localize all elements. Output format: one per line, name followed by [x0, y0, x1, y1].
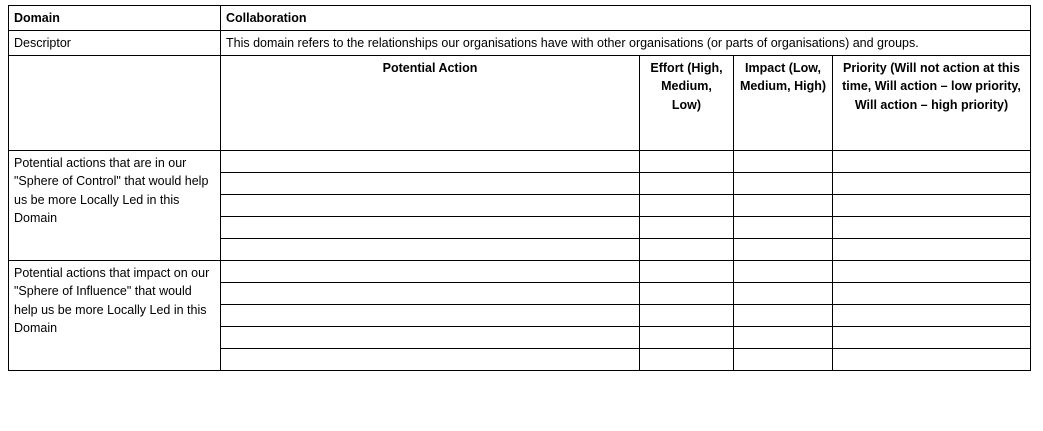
section-label-sphere-of-influence: Potential actions that impact on our "Sphere of Influence" that would help us be more Locally Led in this Domain [9, 261, 221, 371]
cell-effort[interactable] [640, 239, 734, 261]
cell-potential-action[interactable] [221, 261, 640, 283]
cell-impact[interactable] [734, 217, 833, 239]
cell-priority[interactable] [833, 261, 1031, 283]
column-header-priority: Priority (Will not action at this time, Will action – low priority, Will action – high priority) [833, 56, 1031, 151]
cell-potential-action[interactable] [221, 305, 640, 327]
cell-effort[interactable] [640, 305, 734, 327]
domain-value: Collaboration [221, 6, 1031, 31]
column-header-blank [9, 56, 221, 151]
cell-priority[interactable] [833, 151, 1031, 173]
cell-priority[interactable] [833, 239, 1031, 261]
column-header-effort: Effort (High, Medium, Low) [640, 56, 734, 151]
cell-potential-action[interactable] [221, 173, 640, 195]
cell-potential-action[interactable] [221, 239, 640, 261]
cell-effort[interactable] [640, 283, 734, 305]
cell-impact[interactable] [734, 283, 833, 305]
cell-potential-action[interactable] [221, 195, 640, 217]
cell-priority[interactable] [833, 349, 1031, 371]
cell-impact[interactable] [734, 151, 833, 173]
table-row-sphere-of-influence-1 [9, 261, 1031, 283]
table-row-sphere-of-control-1 [9, 151, 1031, 173]
cell-effort[interactable] [640, 173, 734, 195]
cell-impact[interactable] [734, 349, 833, 371]
cell-priority[interactable] [833, 283, 1031, 305]
cell-impact[interactable] [734, 239, 833, 261]
cell-impact[interactable] [734, 305, 833, 327]
cell-priority[interactable] [833, 195, 1031, 217]
domain-label: Domain [9, 6, 221, 31]
worksheet-table-container [8, 5, 1030, 371]
table-row-domain-header [9, 6, 1031, 31]
cell-impact[interactable] [734, 195, 833, 217]
cell-priority[interactable] [833, 173, 1031, 195]
descriptor-label: Descriptor [9, 31, 221, 56]
cell-potential-action[interactable] [221, 327, 640, 349]
cell-effort[interactable] [640, 261, 734, 283]
cell-priority[interactable] [833, 305, 1031, 327]
cell-potential-action[interactable] [221, 151, 640, 173]
cell-potential-action[interactable] [221, 349, 640, 371]
cell-impact[interactable] [734, 261, 833, 283]
table-row-column-headers [9, 56, 1031, 151]
cell-potential-action[interactable] [221, 217, 640, 239]
table-row-descriptor [9, 31, 1031, 56]
cell-impact[interactable] [734, 327, 833, 349]
cell-effort[interactable] [640, 195, 734, 217]
column-header-impact: Impact (Low, Medium, High) [734, 56, 833, 151]
cell-effort[interactable] [640, 151, 734, 173]
column-header-potential-action: Potential Action [221, 56, 640, 151]
cell-priority[interactable] [833, 217, 1031, 239]
section-label-sphere-of-control: Potential actions that are in our "Sphere of Control" that would help us be more Locally Led in this Domain [9, 151, 221, 261]
cell-impact[interactable] [734, 173, 833, 195]
descriptor-value: This domain refers to the relationships our organisations have with other organisations (or parts of organisations) and groups. [221, 31, 1031, 56]
locally-led-worksheet-table [8, 5, 1031, 371]
cell-potential-action[interactable] [221, 283, 640, 305]
cell-effort[interactable] [640, 217, 734, 239]
cell-effort[interactable] [640, 349, 734, 371]
cell-effort[interactable] [640, 327, 734, 349]
cell-priority[interactable] [833, 327, 1031, 349]
